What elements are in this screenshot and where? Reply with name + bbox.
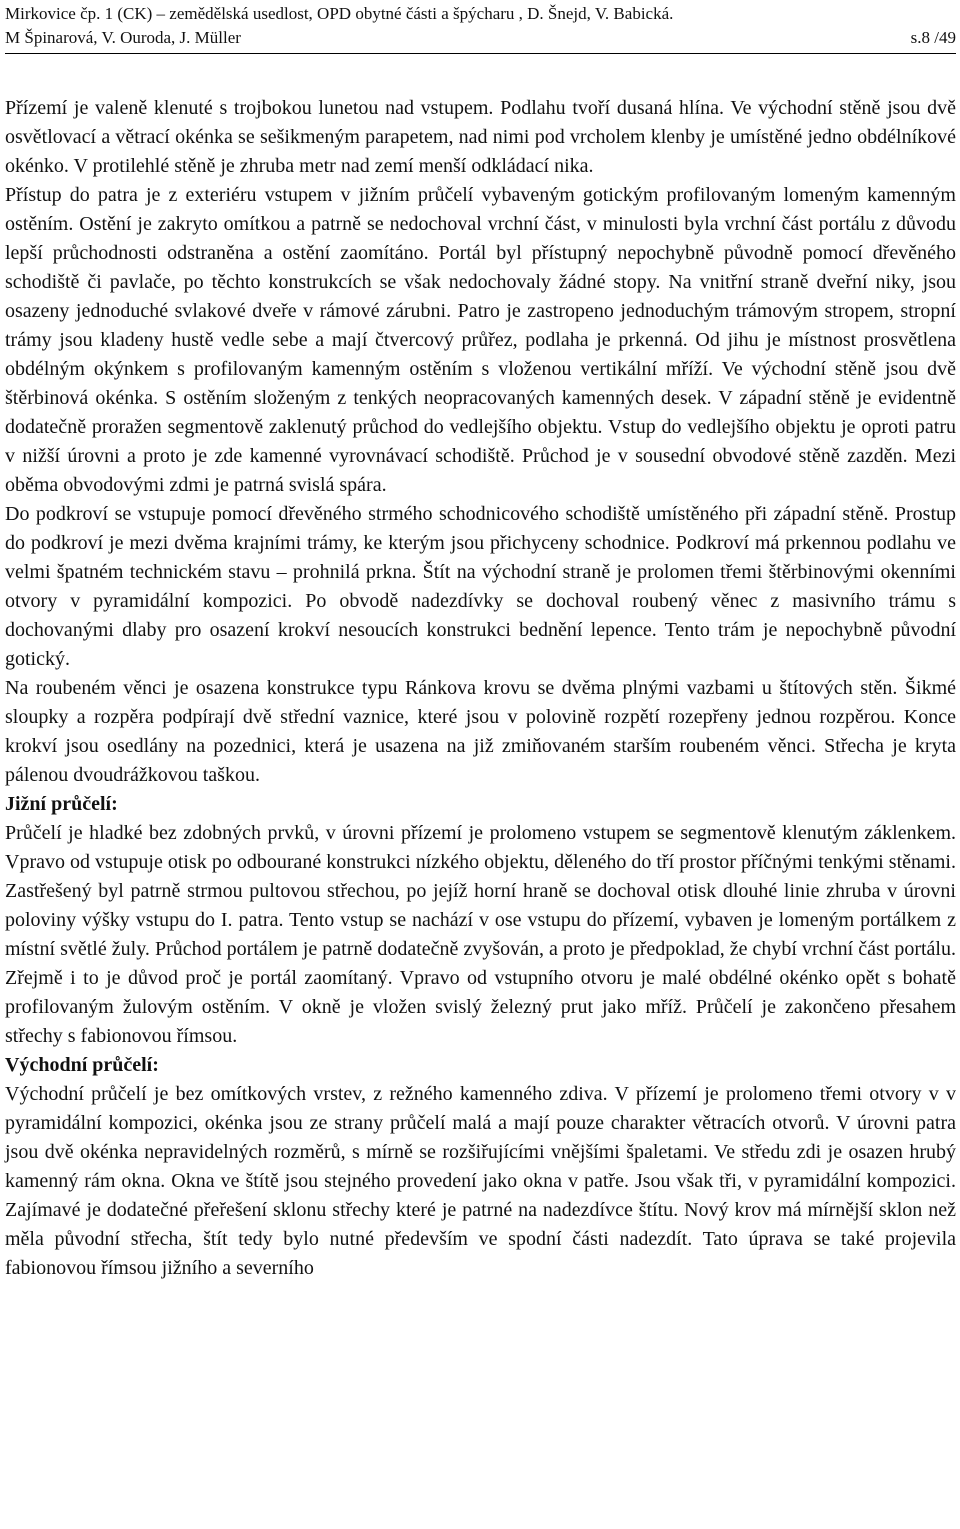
paragraph-ground-floor: Přízemí je valeně klenuté s trojbokou lunetou nad vstupem. Podlahu tvoří dusaná hlína. Ve východní stěně jsou dvě osvětlovací a větrací okénka se sešikmeným parapetem, nad nimi pod vrcholem klenby je umístěné jedno obdélníkové okénko. V protilehlé stěně je zhruba metr nad zemí menší odkládací nika. <box>5 97 956 177</box>
header-title: Mirkovice čp. 1 (CK) – zemědělská usedlost, OPD obytné části a špýcharu , D. Šnejd, V. Babická. <box>5 4 674 23</box>
header-line-1 <box>5 2 956 26</box>
document-body <box>5 94 956 1283</box>
page-number: s.8 /49 <box>910 28 956 47</box>
heading-south-facade: Jižní průčelí: <box>5 793 118 815</box>
paragraph-attic: Do podkroví se vstupuje pomocí dřevěného strmého schodnicového schodiště umístěného při západní stěně. Prostup do podkroví je mezi dvěma krajními trámy, ke kterým jsou přichyceny schodnice. Podkroví má prkennou podlahu ve velmi špatném technickém stavu – prohnilá prkna. Štít na východní straně je prolomen třemi štěrbinovými okenními otvory v pyramidální kompozici. Po obvodě nadezdívky se dochoval roubený věnec z masivního trámu s dochovanými dlaby pro osazení krokví nesoucích konstrukci bednění lepence. Tento trám je nepochybně původní gotický. <box>5 503 956 670</box>
document-page <box>5 0 956 1283</box>
paragraph-east-facade: Východní průčelí je bez omítkových vrstev, z režného kamenného zdiva. V přízemí je prolomeno třemi otvory v v pyramidální kompozici, okénka jsou ze strany průčelí malá a mají pouze charakter větracích otvorů. V úrovni patra jsou dvě okénka nepravidelných rozměrů, s mírně se rozšiřujícími vnějšími špaletami. Ve středu zdi je osazen hrubý kamenný rám okna. Okna ve štítě jsou stejného provedení jako okna v patře. Jsou však tři, v pyramidální kompozici. Zajímavé je dodatečné přeřešení sklonu střechy které je patrné na nadezdívce štítu. Nový krov má mírnější sklon než měla původní střecha, štít tedy bylo nutné především ve spodní části nadezdít. Tato úprava se také projevila fabionovou římsou jižního a severního <box>5 1083 956 1279</box>
paragraph-south-facade: Průčelí je hladké bez zdobných prvků, v úrovni přízemí je prolomeno vstupem se segmentově klenutým záklenkem. Vpravo od vstupuje otisk po odbourané konstrukci nízkého objektu, děleného do tří prostor příčnými tenkými stěnami. Zastřešený byl patrně strmou pultovou střechou, po jejíž horní hraně se dochoval otisk dlouhé linie zhruba v úrovni poloviny výšky vstupu do I. patra. Tento vstup se nachází v ose vstupu do přízemí, vybaven je lomeným portálkem z místní světlé žuly. Průchod portálem je patrně dodatečně zvyšován, a proto je předpoklad, že chybí vrchní část portálu. Zřejmě i to je důvod proč je portál zaomítaný. Vpravo od vstupního otvoru je malé obdélné okénko opět s bohatě profilovaným žulovým ostěním. V okně je vložen svislý železný prut jako mříž. Průčelí je zakončeno přesahem střechy s fabionovou římsou. <box>5 822 956 1047</box>
heading-east-facade: Východní průčelí: <box>5 1054 159 1076</box>
paragraph-upper-floor: Přístup do patra je z exteriéru vstupem v jižním průčelí vybaveným gotickým profilovaným lomeným kamenným ostěním. Ostění je zakryto omítkou a patrně se nedochoval vrchní část, v minulosti byla vrchní část portálu z důvodu lepší průchodnosti odstraněna a ostění zaomítáno. Portál byl přístupný nepochybně původně pomocí dřevěného schodiště či pavlače, po těchto konstrukcích se však nedochovaly žádné stopy. Na vnitřní straně dveřní niky, jsou osazeny jednoduché svlakové dveře v rámové zárubni. Patro je zastropeno jednoduchým trámovým stropem, stropní trámy jsou kladeny hustě vedle sebe a mají čtvercový průřez, podlaha je prkenná. Od jihu je místnost prosvětlena obdélným okýnkem s profilovaným kamenným ostěním s vloženou vertikální mříží. Ve východní stěně jsou dvě štěrbinová okénka. S ostěním složeným z tenkých neopracovaných kamenných desek. V západní stěně je evidentně dodatečně proražen segmentově zaklenutý průchod do vedlejšího objektu. Vstup do vedlejšího objektu je oproti patru v nižší úrovni a proto je zde kamenné vyrovnávací schodiště. Průchod je v sousední obvodové stěně zazděn. Mezi oběma obvodovými zdmi je patrná svislá spára. <box>5 184 956 496</box>
paragraph-roof-truss: Na roubeném věnci je osazena konstrukce typu Ránkova krovu se dvěma plnými vazbami u štítových stěn. Šikmé sloupky a rozpěra podpírají dvě střední vaznice, které jsou v polovině rozpětí rozepřeny jednou rozpěrou. Konce krokví jsou osedlány na pozednici, která je usazena na již zmiňovaném starším roubeném věnci. Střecha je kryta pálenou dvoudrážkovou taškou. <box>5 677 956 786</box>
header-authors: M Špinarová, V. Ouroda, J. Müller <box>5 28 241 47</box>
header-line-2 <box>5 26 956 50</box>
page-header <box>5 0 956 54</box>
